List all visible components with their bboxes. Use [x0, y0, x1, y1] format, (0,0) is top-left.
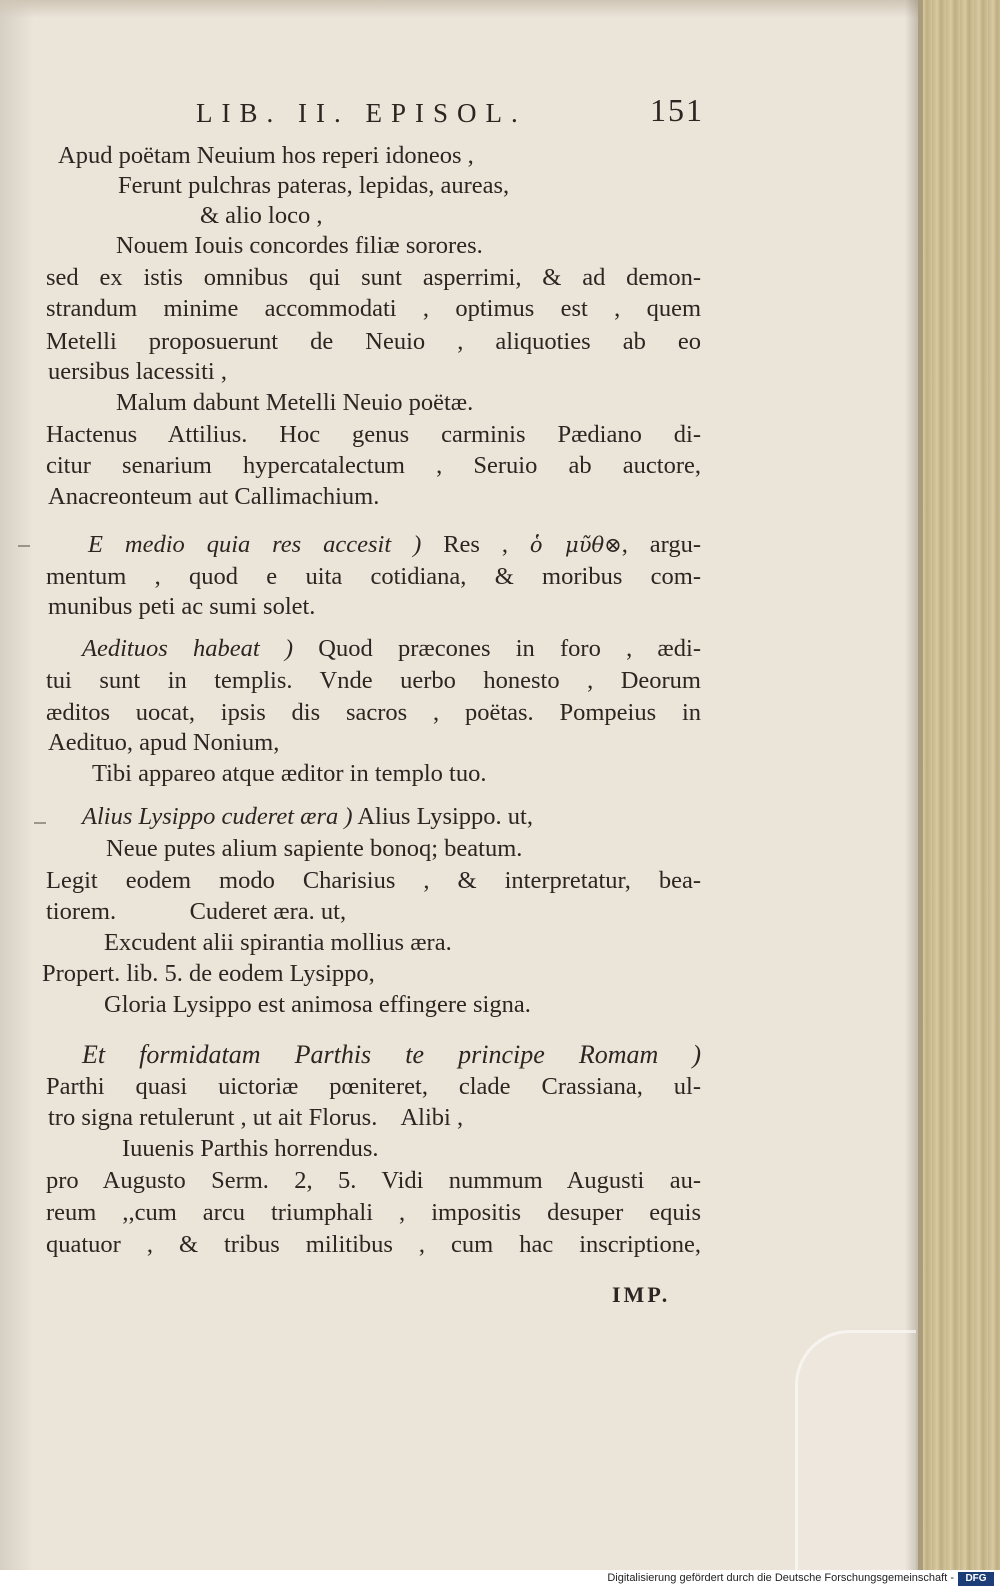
margin-mark: [18, 545, 30, 547]
verse-line: Tibi appareo atque æditor in templo tuo.: [92, 760, 487, 787]
text-span: Res ,: [443, 531, 530, 558]
text-line: Aedituo, apud Nonium,: [48, 729, 280, 756]
text-line: munibus peti ac sumi solet.: [48, 593, 316, 620]
text-line: quatuor , & tribus militibus , cum hac inscriptione,: [46, 1231, 701, 1258]
text-span: Quod præcones in foro , ædi-: [318, 635, 701, 662]
lemma-line: [88, 530, 701, 560]
lemma: Aedituos habeat ): [82, 635, 294, 662]
greek-word: ὁ μῦθ⊗: [529, 533, 622, 557]
text-line: Anacreonteum aut Callimachium.: [48, 483, 380, 510]
text-line: mentum , quod e uita cotidiana, & moribus com-: [46, 563, 701, 590]
text-span: , argu-: [621, 531, 702, 558]
page-number: 151: [650, 92, 704, 128]
book-binding-edge: [918, 0, 1000, 1570]
text-line: reum ,,cum arcu triumphali , impositis desuper equis: [46, 1199, 701, 1226]
text-line: Metelli proposuerunt de Neuio , aliquoties ab eo: [46, 328, 701, 355]
verse-line: Malum dabunt Metelli Neuio poëtæ.: [116, 389, 474, 416]
running-title: LIB. II. EPISOL.: [196, 98, 527, 128]
text-line: Propert. lib. 5. de eodem Lysippo,: [42, 960, 375, 987]
verse-line: Ferunt pulchras pateras, lepidas, aureas,: [118, 172, 510, 199]
text-line: uersibus lacessiti ,: [48, 358, 227, 385]
text-line: Hactenus Attilius. Hoc genus carminis Pædiano di-: [46, 421, 701, 448]
verse-line: Gloria Lysippo est animosa effingere signa.: [104, 991, 531, 1018]
text-line: pro Augusto Serm. 2, 5. Vidi nummum Augusti au-: [46, 1167, 701, 1194]
catchword: IMP.: [612, 1282, 671, 1307]
verse-line: Iuuenis Parthis horrendus.: [122, 1135, 379, 1162]
lemma: E medio quia res accesit ): [88, 531, 422, 558]
footer-credit: Digitalisierung gefördert durch die Deutsche Forschungsgemeinschaft -: [607, 1572, 954, 1584]
text-line: tui sunt in templis. Vnde uerbo honesto , Deorum: [46, 667, 701, 694]
lemma: Alius Lysippo cuderet æra ): [82, 803, 353, 830]
text-span: Alius Lysippo. ut,: [357, 803, 533, 830]
text-line: tiorem. Cuderet æra. ut,: [46, 898, 347, 925]
verse-line: Excudent alii spirantia mollius æra.: [104, 929, 452, 956]
text-line: tro signa retulerunt , ut ait Florus. Alibi ,: [48, 1104, 464, 1131]
margin-mark: [34, 822, 46, 824]
text-line: sed ex istis omnibus qui sunt asperrimi, & ad demon-: [46, 264, 701, 291]
verse-line: Nouem Iouis concordes filiæ sorores.: [116, 232, 483, 259]
text-line: strandum minime accommodati , optimus est , quem: [46, 295, 701, 322]
digitization-footer: [0, 1570, 1000, 1588]
verse-line: Neue putes alium sapiente bonoq; beatum.: [106, 835, 523, 862]
lemma-line: [82, 802, 533, 832]
dfg-logo: DFG: [958, 1572, 994, 1586]
text-line: æditos uocat, ipsis dis sacros , poëtas. Pompeius in: [46, 699, 701, 726]
lemma-line: [82, 634, 701, 664]
text-line: citur senarium hypercatalectum , Seruio ab auctore,: [46, 452, 701, 479]
text-line: & alio loco ,: [200, 202, 323, 229]
text-line: Parthi quasi uictoriæ pœniteret, clade Crassiana, ul-: [46, 1073, 701, 1100]
text-line: Apud poëtam Neuium hos reperi idoneos ,: [58, 142, 474, 169]
text-line: Legit eodem modo Charisius , & interpretatur, bea-: [46, 867, 701, 894]
lemma-line: Et formidatam Parthis te principe Romam ): [82, 1040, 701, 1069]
running-head: [196, 92, 704, 136]
